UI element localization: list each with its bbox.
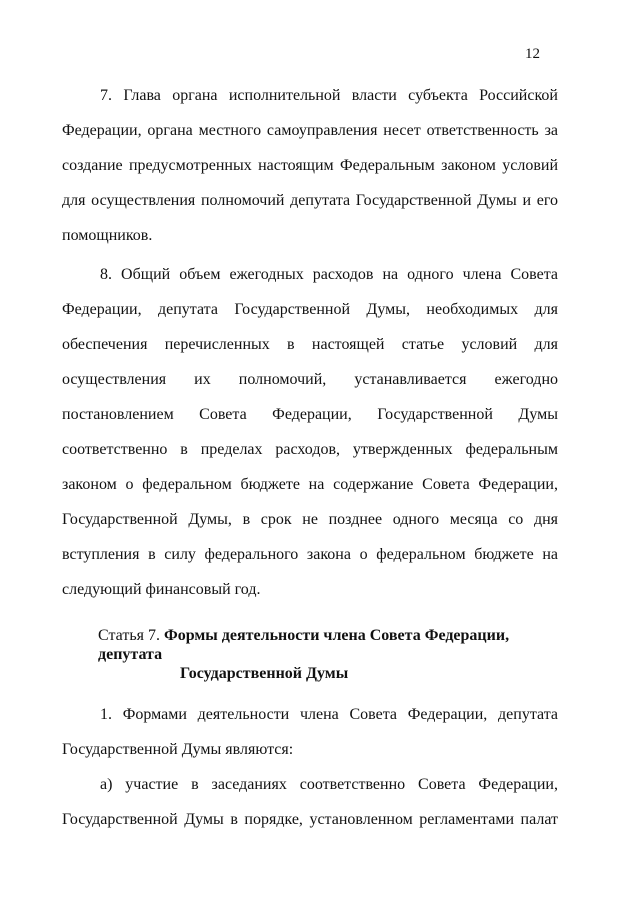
paragraph-7-line: Федерации, органа местного самоуправления несет ответственность за xyxy=(62,122,558,139)
paragraph-8-line: соответственно в пределах расходов, утвержденных федеральным xyxy=(62,441,558,458)
page-number: 12 xyxy=(525,46,540,62)
paragraph-8-line: следующий финансовый год. xyxy=(62,581,261,598)
paragraph-a-line: а) участие в заседаниях соответственно Совета Федерации, xyxy=(100,776,558,793)
paragraph-8-line: 8. Общий объем ежегодных расходов на одного члена Совета xyxy=(100,266,558,283)
paragraph-8 xyxy=(62,257,558,607)
paragraph-7 xyxy=(62,78,558,253)
paragraph-1-line: Государственной Думы являются: xyxy=(62,741,294,758)
paragraph-8-line: законом о федеральном бюджете на содержание Совета Федерации, xyxy=(62,476,558,493)
paragraph-7-line: для осуществления полномочий депутата Государственной Думы и его xyxy=(62,192,558,209)
article-title-line2: Государственной Думы xyxy=(180,665,349,682)
paragraph-1 xyxy=(62,697,558,767)
paragraph-7-line: 7. Глава органа исполнительной власти субъекта Российской xyxy=(100,87,558,104)
paragraph-8-line: Государственной Думы, в срок не позднее одного месяца со дня xyxy=(62,511,558,528)
paragraph-8-line: Федерации, депутата Государственной Думы, необходимых для xyxy=(62,301,558,318)
paragraph-8-line: обеспечения перечисленных в настоящей статье условий для xyxy=(62,336,558,353)
paragraph-a xyxy=(62,767,558,837)
paragraph-7-line: помощников. xyxy=(62,227,153,244)
paragraph-8-line: вступления в силу федерального закона о федеральном бюджете на xyxy=(62,546,558,563)
article-label: Статья 7. xyxy=(98,627,160,644)
paragraph-a-line: Государственной Думы в порядке, установленном регламентами палат xyxy=(62,811,558,828)
paragraph-8-line: осуществления их полномочий, устанавливается ежегодно xyxy=(62,371,558,388)
article-title-line1: Формы деятельности члена Совета Федерации, депутата xyxy=(98,627,510,663)
paragraph-1-line: 1. Формами деятельности члена Совета Федерации, депутата xyxy=(100,706,558,723)
article-7-heading xyxy=(98,626,568,683)
paragraph-7-line: создание предусмотренных настоящим Федеральным законом условий xyxy=(62,157,558,174)
paragraph-8-line: постановлением Совета Федерации, Государственной Думы xyxy=(62,406,558,423)
